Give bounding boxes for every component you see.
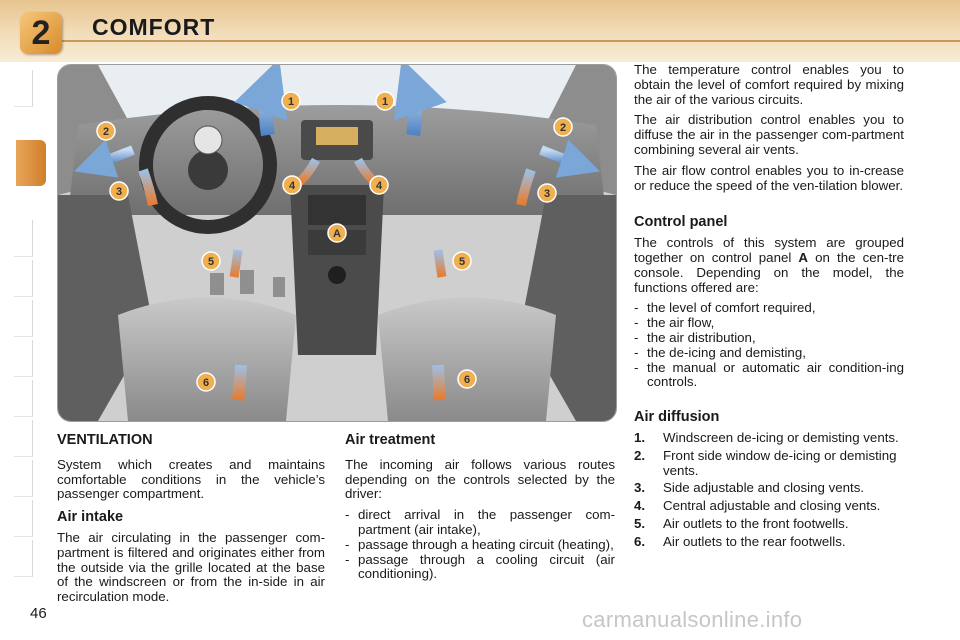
- item-number: 5.: [634, 515, 646, 531]
- list-item: [634, 535, 904, 550]
- svg-text:6: 6: [463, 374, 471, 386]
- list-item: [634, 517, 904, 532]
- list-item: - the level of comfort required,: [634, 301, 904, 316]
- list-item: - the air distribution,: [634, 331, 904, 346]
- item-text: Air outlets to the front footwells.: [663, 515, 849, 531]
- paragraph: The temperature control enables you to obtain the level of comfort required by mixing the air of the various circuits.: [634, 62, 904, 107]
- svg-text:6: 6: [202, 377, 210, 389]
- dashboard-drawing: [58, 65, 616, 421]
- svg-text:2: 2: [559, 122, 567, 134]
- airflow-arrow: [238, 365, 241, 400]
- item-number: 4.: [634, 498, 646, 514]
- subsection-title: Control panel: [634, 214, 728, 231]
- text-run: The controls of this system are grouped together on control panel: [634, 235, 904, 265]
- callout-6: [197, 373, 215, 391]
- airflow-arrow: [411, 85, 415, 135]
- item-text: Air outlets to the rear footwells.: [663, 533, 846, 549]
- pedal: [273, 277, 285, 297]
- chapter-tab[interactable]: [14, 380, 33, 417]
- chapter-tab-active[interactable]: [16, 140, 46, 186]
- airflow-arrow: [438, 365, 440, 400]
- callout-3: [538, 184, 556, 202]
- list-item: - the air flow,: [634, 316, 904, 331]
- callout-1: [282, 92, 300, 110]
- ventilation-section: [57, 433, 325, 611]
- section-title: Air treatment: [345, 432, 436, 448]
- list-item: - direct arrival in the passenger com-partment (air intake),: [345, 508, 615, 538]
- chapter-tab[interactable]: [14, 70, 33, 107]
- airflow-arrow: [234, 250, 238, 277]
- gear-knob: [328, 266, 346, 284]
- chapter-tab[interactable]: [14, 540, 33, 577]
- item-number: 3.: [634, 480, 646, 496]
- svg-text:4: 4: [375, 180, 383, 192]
- display-screen: [316, 127, 358, 145]
- paragraph: The air distribution control enables you to diffuse the air in the passenger com-partment combining several air vents.: [634, 112, 904, 157]
- list-item: - passage through a cooling circuit (air conditioning).: [345, 553, 615, 583]
- speedometer: [194, 126, 222, 154]
- list-item: - the de-icing and demisting,: [634, 346, 904, 361]
- driver-seat: [118, 298, 296, 422]
- callout-2: [554, 118, 572, 136]
- callout-5: [453, 252, 471, 270]
- air-diffusion-list: [634, 431, 904, 550]
- list-item: - passage through a heating circuit (heating),: [345, 538, 615, 553]
- list-item: [634, 481, 904, 496]
- steering-hub: [188, 150, 228, 190]
- item-number: 2.: [634, 447, 646, 463]
- svg-text:1: 1: [287, 96, 295, 108]
- callout-3: [110, 182, 128, 200]
- callout-5: [202, 252, 220, 270]
- callout-a: [328, 224, 346, 242]
- svg-text:5: 5: [207, 256, 215, 268]
- panel-letter: A: [798, 249, 809, 265]
- passenger-seat: [378, 298, 556, 422]
- subsection-title: Air diffusion: [634, 409, 720, 426]
- item-text: Side adjustable and closing vents.: [663, 480, 865, 496]
- controls-section: [634, 63, 904, 553]
- chapter-tab[interactable]: [14, 220, 33, 257]
- chapter-tab[interactable]: [14, 340, 33, 377]
- callout-2: [97, 122, 115, 140]
- chapter-tab[interactable]: [14, 420, 33, 457]
- airflow-arrow: [266, 85, 270, 135]
- text-run: on the cen-tre console. Depending on the model, the functions offered are:: [634, 249, 904, 295]
- list-item: [634, 449, 904, 479]
- callout-4: [283, 176, 301, 194]
- chapter-badge: 2: [20, 12, 62, 54]
- chapter-tab[interactable]: [14, 300, 33, 337]
- callout-1: [376, 92, 394, 110]
- item-text: Front side window de-icing or demisting vents.: [663, 447, 897, 478]
- subsection-title: Air intake: [57, 509, 124, 526]
- svg-text:4: 4: [288, 180, 296, 192]
- chapter-tab[interactable]: [14, 460, 33, 497]
- control-functions-list: [634, 301, 904, 390]
- chapter-tab[interactable]: [14, 260, 33, 297]
- radio-unit: [308, 195, 366, 225]
- air-intake-text: The air circulating in the passenger com-partment is filtered and originates either from the outside via the grille located at the base of the windscreen or from the in-side in air recirculation mode.: [57, 529, 325, 605]
- item-text: Central adjustable and closing vents.: [663, 498, 881, 514]
- list-item: - the manual or automatic air condition-ing controls.: [634, 361, 904, 391]
- list-item: [634, 499, 904, 514]
- list-item: [634, 431, 904, 446]
- callout-6: [458, 370, 476, 388]
- item-number: 1.: [634, 429, 646, 445]
- page-number: 46: [30, 605, 47, 622]
- air-treatment-text: The incoming air follows various routes depending on the controls selected by the driver:: [345, 456, 615, 502]
- control-panel-text: [634, 236, 904, 295]
- dashboard-illustration: [57, 64, 617, 422]
- svg-text:A: A: [333, 228, 341, 240]
- item-text: Windscreen de-icing or demisting vents.: [663, 429, 899, 445]
- pedal: [210, 273, 224, 295]
- air-treatment-section: [345, 433, 615, 582]
- item-number: 6.: [634, 533, 646, 549]
- callout-4: [370, 176, 388, 194]
- svg-text:5: 5: [458, 256, 466, 268]
- section-title: VENTILATION: [57, 432, 153, 448]
- airflow-arrow: [438, 250, 442, 277]
- paragraph: The air flow control enables you to in-crease or reduce the speed of the ven-tilation blower.: [634, 162, 904, 193]
- page-title: COMFORT: [92, 14, 216, 40]
- svg-text:3: 3: [115, 186, 123, 198]
- ventilation-intro: System which creates and maintains comfortable conditions in the vehicle’s passenger compartment.: [57, 456, 325, 502]
- watermark: carmanualsonline.info: [582, 607, 803, 632]
- svg-text:1: 1: [381, 96, 389, 108]
- svg-text:3: 3: [543, 188, 551, 200]
- chapter-tab[interactable]: [14, 500, 33, 537]
- air-treatment-list: [345, 508, 615, 582]
- pedal: [240, 270, 254, 294]
- svg-text:2: 2: [102, 126, 110, 138]
